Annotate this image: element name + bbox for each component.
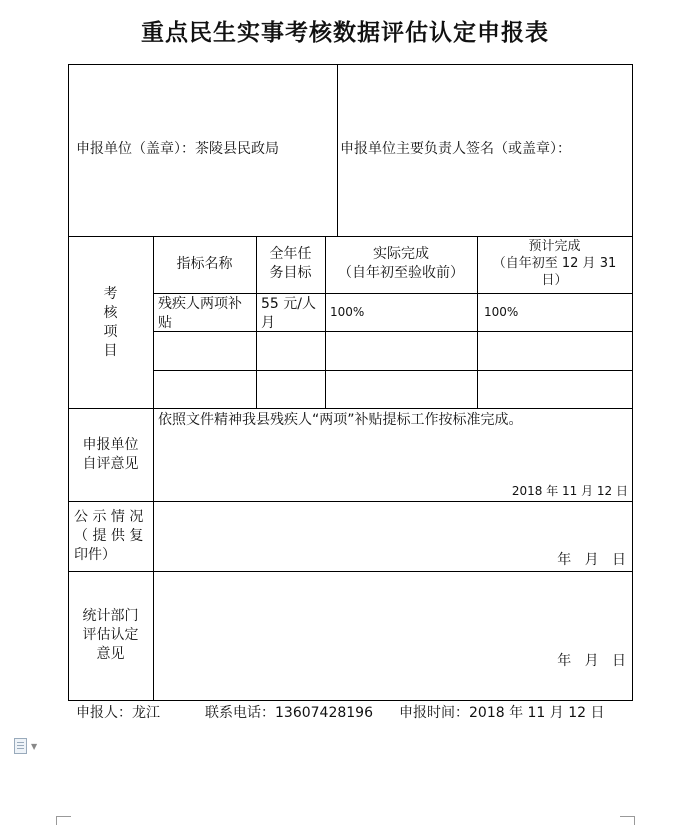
assessment-section-label: 考 核 项 目 bbox=[103, 286, 118, 359]
row-1-target: 55 元/人 月 bbox=[261, 296, 316, 331]
row-1-expected: 100% bbox=[484, 305, 519, 319]
document-icon[interactable] bbox=[14, 738, 27, 754]
self-eval-label: 申报单位 自评意见 bbox=[82, 437, 139, 472]
self-eval-date: 2018 年 11 月 12 日 bbox=[511, 484, 628, 498]
col-header-actual: 实际完成 （自年初至验收前） bbox=[338, 246, 464, 281]
footer-reporter: 申报人：龙江 bbox=[76, 705, 160, 721]
col-header-expected: 预计完成 （自年初至 12 月 31 日） bbox=[492, 239, 617, 288]
col-header-name: 指标名称 bbox=[176, 256, 233, 272]
sign-label: 申报单位主要负责人签名（或盖章）： bbox=[340, 141, 571, 157]
footer-time: 申报时间：2018 年 11 月 12 日 bbox=[399, 705, 605, 721]
stats-label: 统计部门 评估认定 意见 bbox=[82, 608, 139, 662]
stats-date: 年 月 日 bbox=[557, 653, 626, 669]
row-1-actual: 100% bbox=[330, 305, 365, 319]
page-title: 重点民生实事考核数据评估认定申报表 bbox=[141, 19, 549, 46]
footer-phone: 联系电话：13607428196 bbox=[205, 705, 373, 721]
self-eval-text: 依照文件精神我县残疾人“两项”补贴提标工作按标准完成。 bbox=[158, 412, 523, 428]
col-header-target: 全年任 务目标 bbox=[269, 246, 312, 281]
row-1-name: 残疾人两项补 贴 bbox=[158, 296, 242, 331]
publicity-label: 公 示 情 况 （ 提 供 复 印件） bbox=[74, 509, 144, 563]
publicity-date: 年 月 日 bbox=[557, 552, 626, 568]
chevron-down-icon[interactable]: ▼ bbox=[31, 742, 38, 751]
unit-label: 申报单位（盖章）：茶陵县民政局 bbox=[76, 141, 279, 157]
